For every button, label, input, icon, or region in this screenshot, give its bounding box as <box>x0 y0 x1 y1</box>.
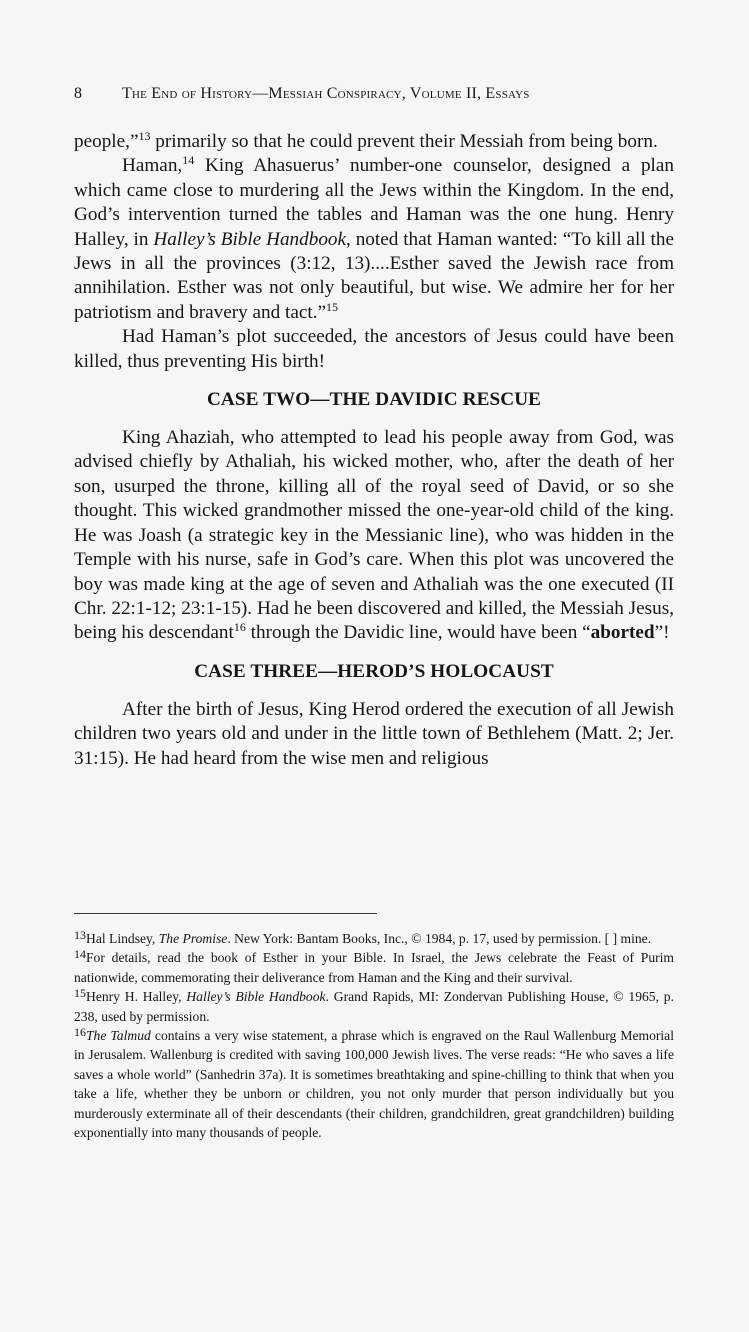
paragraph-2-text-a: Haman, <box>122 155 183 177</box>
paragraph-4-text-b: through the Davidic line, would have been “ <box>245 622 591 644</box>
footnote-15-text-a: Henry H. Halley, <box>86 989 187 1005</box>
footnote-13-number: 13 <box>74 928 86 942</box>
section-heading-case-three: CASE THREE—HEROD’S HOLOCAUST <box>194 660 554 682</box>
footnote-16-italic: The Talmud <box>86 1028 151 1044</box>
footnote-ref-13: 13 <box>138 129 151 143</box>
paragraph-3: Had Haman’s plot succeeded, the ancestors of Jesus could have been killed, thus preventing His birth! <box>74 326 674 372</box>
footnote-16-text: contains a very wise statement, a phrase which is engraved on the Raul Wallenburg Memorial in Jerusalem. Wallenburg is credited with saving 100,000 Jewish lives. The verse reads: “He who saves a life saves a whole world” (Sanhedrin 37a). It is sometimes breathtaking and spine-chilling to think that when you take a life, whether they be unborn or children, you not only murder that person individually but you murderously exterminate all of their descendants (their children, grandchildren, great grandchildren) building exponentially into many thousands of people. <box>74 1028 674 1141</box>
footnote-14-number: 14 <box>74 947 86 962</box>
footnotes <box>74 929 674 1142</box>
paragraph-5: After the birth of Jesus, King Herod ordered the execution of all Jewish children two years old and under in the little town of Bethlehem (Matt. 2; Jer. 31:15). He had heard from the wise men and religious <box>74 698 674 769</box>
footnote-14 <box>74 948 674 987</box>
paragraph-2-text-c: , noted that Haman wanted: “To kill all the Jews in all the provinces (3:12, 13)....Esther saved the Jewish race from annihilation. Esther was not only beautiful, but wise. We admire her for her patriotism and bravery and tact.” <box>74 228 674 323</box>
running-head <box>74 85 530 103</box>
bold-aborted: aborted <box>590 622 655 644</box>
footnote-15-text-b: . Grand Rapids, MI: Zondervan Publishing House, © 1965, p. 238, used by permission. <box>74 989 674 1024</box>
body-text <box>74 130 674 771</box>
footnote-16-number: 16 <box>74 1025 86 1040</box>
paragraph-4-text-a: King Ahaziah, who attempted to lead his people away from God, was advised chiefly by Athaliah, his wicked mother, who, after the death of her son, usurped the throne, killing all of the royal seed of David, or so she thought. This wicked grandmother missed the one-year-old child of the king. He was Joash (a strategic key in the Messianic line), who was hidden in the Temple with his nurse, safe in God’s care. When this plot was uncovered the boy was made king at the age of seven and Athaliah was the one executed (II Chr. 22:1-12; 23:1-15). Had he been discovered and killed, the Messiah Jesus, being his descendant <box>74 427 674 644</box>
paragraph-1-text-a: people,” <box>74 131 139 152</box>
footnote-ref-15: 15 <box>326 299 339 314</box>
paragraph-4 <box>74 426 674 646</box>
footnote-15-italic: Halley’s Bible Handbook <box>186 989 326 1005</box>
footnote-13-text-b: . New York: Bantam Books, Inc., © 1984, p. 17, used by permission. [ ] mine. <box>227 931 652 946</box>
footnote-14-text: For details, read the book of Esther in your Bible. In Israel, the Jews celebrate the Feast of Purim nationwide, commemorating their deliverance from Haman and the King and their survival. <box>74 950 674 985</box>
book-title-italic: Halley’s Bible Handbook <box>153 228 347 250</box>
footnote-16 <box>74 1026 674 1142</box>
paragraph-2-text-b: King Ahasuerus’ number-one counselor, designed a plan which came close to murdering all the Jews within the Kingdom. In the end, God’s intervention turned the tables and Haman was the one hung. Henry Halley, in <box>74 155 674 250</box>
footnote-ref-16: 16 <box>233 620 246 635</box>
paragraph-4-text-c: ”! <box>654 622 670 644</box>
paragraph-2 <box>74 154 674 325</box>
footnote-ref-14: 14 <box>182 153 195 168</box>
paragraph-1-text-b: primarily so that he could prevent their Messiah from being born. <box>150 131 658 152</box>
footnote-13 <box>74 929 674 948</box>
running-head-title: The End of History—Messiah Conspiracy, Volume II, Essays <box>122 85 530 102</box>
footnote-13-text-a: Hal Lindsey, <box>86 931 159 946</box>
page-number: 8 <box>74 85 83 102</box>
paragraph-1 <box>74 130 674 154</box>
footnote-13-italic: The Promise <box>158 931 228 946</box>
footnote-divider <box>74 913 377 914</box>
footnote-15 <box>74 987 674 1026</box>
section-heading-case-two: CASE TWO—THE DAVIDIC RESCUE <box>206 389 542 411</box>
footnote-15-number: 15 <box>74 986 86 1001</box>
